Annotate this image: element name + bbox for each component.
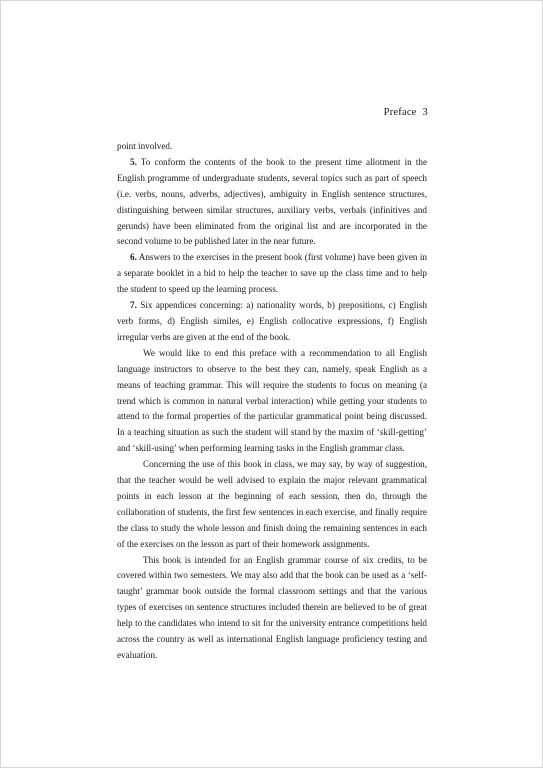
page-number: 3 [422, 107, 428, 118]
paragraph-course-intent: This book is intended for an English grammar course of six credits, to be covered within two semesters. We may also add that the book can be used as a ‘self-taught’ grammar book outside the formal classroom settings and that the various types of exercises on sentence structures included therein are believed to be of great help to the candidates who intend to sit for the university entrance competitions held across the country as well as international English language proficiency testing and evaluation. [117, 554, 427, 660]
paragraph-item-6: 6. Answers to the exercises in the present book (first volume) have been given in a separate booklet in a bid to help the teacher to save up the class time and to help the student to speed up the learning process. [117, 252, 427, 295]
body-text [117, 139, 427, 664]
paragraph-item-5: 5. To conform the contents of the book to the present time allotment in the English programme of undergraduate students, several topics such as part of speech (i.e. verbs, nouns, adverbs, adjectives), ambiguity in English sentence structures, distinguishing between similar structures, auxiliary verbs, verbals (infinitives and gerunds) have been eliminated from the original list and are incorporated in the second volume to be published later in the near future. [117, 156, 427, 247]
item-number: 7. [130, 300, 137, 311]
running-head-title: Preface [383, 107, 417, 118]
paragraph-recommendation: We would like to end this preface with a recommendation to all English language instructors to observe to the best they can, namely, speak English as a means of teaching grammar. This will require the students to focus on meaning (a trend which is common in natural verbal interaction) while getting your students to attend to the formal properties of the particular grammatical point being discussed. In a teaching situation as such the student will stand by the maxim of ‘skill-getting’ and ‘skill-using’ when performing learning tasks in the English grammar class. [117, 347, 427, 454]
item-number: 6. [130, 252, 137, 263]
paragraph-class-use: Concerning the use of this book in class, we may say, by way of suggestion, that the teacher would be well advised to explain the major relevant grammatical points in each lesson at the beginning of each session, then do, through the collaboration of students, the first few sentences in each exercise, and finally require the class to study the whole lesson and finish doing the remaining sentences in each of the exercises on the lesson as part of their homework assignments. [117, 459, 427, 549]
item-number: 5. [130, 156, 137, 167]
running-head [384, 107, 428, 118]
paragraph-item-7: 7. Six appendices concerning: a) nationality words, b) prepositions, c) English verb forms, d) English similes, e) English collocative expressions, f) English irregular verbs are given at the end of the book. [117, 300, 427, 342]
paragraph-continuation: point involved. [117, 141, 173, 151]
